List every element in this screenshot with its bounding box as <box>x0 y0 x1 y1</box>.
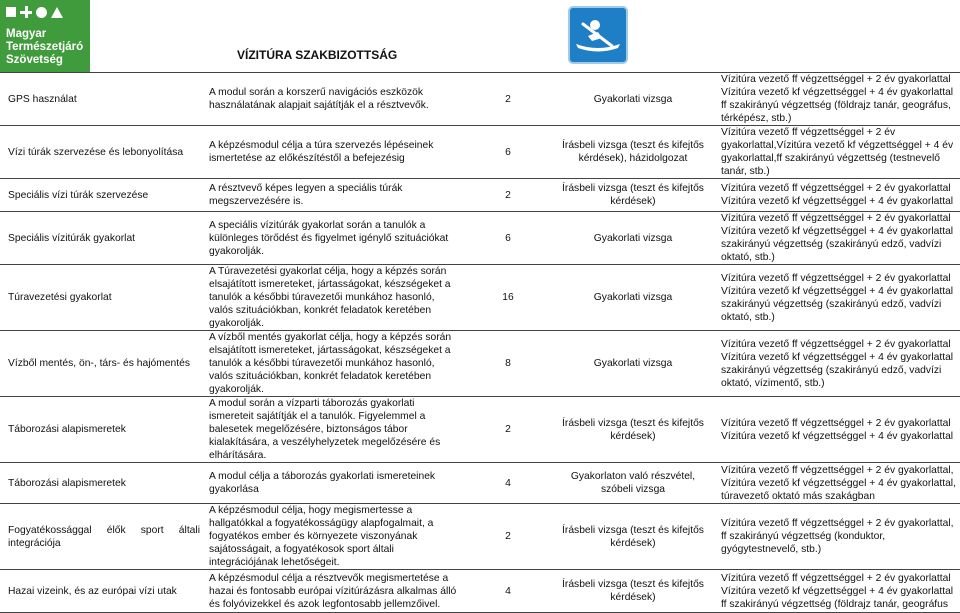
table-row <box>0 331 960 397</box>
document-title: VÍZITÚRA SZAKBIZOTTSÁG <box>237 48 398 62</box>
table-row <box>0 179 960 212</box>
module-hours: 2 <box>505 93 511 105</box>
module-name: Speciális vízi túrák szervezése <box>8 189 149 201</box>
exam-type: Írásbeli vizsga (teszt és kifejtős kérdések) <box>562 183 704 207</box>
instructor-requirements: Vízitúra vezető ff végzettséggel + 2 év gyakorlattal Vízitúra vezető kf végzettséggel + 4 év gyakorlattal szakirányú végzettség (szakirányú edző, vadvízi oktató, stb.) <box>721 272 954 323</box>
exam-type: Gyakorlaton való részvétel, szóbeli vizsga <box>570 471 696 495</box>
module-description: A modul célja a táborozás gyakorlati ismereteinek gyakorlása <box>209 471 436 495</box>
module-hours: 4 <box>505 585 511 597</box>
module-name: Táborozási alapismeretek <box>8 477 126 489</box>
plus-icon <box>20 6 32 18</box>
canoe-icon <box>568 6 628 64</box>
table-row <box>0 212 960 265</box>
module-hours: 4 <box>505 477 511 489</box>
module-name: Vízi túrák szervezése és lebonyolítása <box>8 146 184 158</box>
exam-type: Írásbeli vizsga (teszt és kifejtős kérdések), házidolgozat <box>562 140 704 164</box>
instructor-requirements: Vízitúra vezető ff végzettséggel + 2 év gyakorlattal Vízitúra vezető kf végzettséggel + 4 év gyakorlattal szakirányú végzettség (szakirányú edző, vadvízi oktató, vízimentő, stb.) <box>721 338 954 389</box>
logo-text <box>6 28 83 67</box>
logo-line-2: Természetjáró <box>6 41 84 53</box>
table-row <box>0 463 960 504</box>
module-hours: 6 <box>505 146 511 158</box>
instructor-requirements: Vízitúra vezető ff végzettséggel + 2 év gyakorlattal Vízitúra vezető kf végzettséggel + 4 év gyakorlattal <box>721 417 954 442</box>
instructor-requirements: Vízitúra vezető ff végzettséggel + 2 év gyakorlattal Vízitúra vezető kf végzettséggel + 4 év gyakorlattal ff szakirányú végzettség (földrajz tanár, geográfus, térképész, stb.) <box>721 74 954 124</box>
exam-type: Írásbeli vizsga (teszt és kifejtős kérdések) <box>562 524 704 549</box>
logo-shapes <box>6 6 63 18</box>
instructor-requirements: Vízitúra vezető ff végzettséggel + 2 év gyakorlattal, ff szakirányú végzettség (konduktor, gyógytestnevelő, stb.) <box>721 518 954 555</box>
module-name: Vízből mentés, ön-, társ- és hajómentés <box>8 358 190 369</box>
instructor-requirements: Vízitúra vezető ff végzettséggel + 2 év gyakorlattal Vízitúra vezető kf végzettséggel + 4 év gyakorlattal <box>721 183 954 207</box>
module-hours: 6 <box>505 232 511 244</box>
instructor-requirements: Vízitúra vezető ff végzettséggel + 2 év gyakorlattal Vízitúra vezető kf végzettséggel + 4 év gyakorlattal szakirányú végzettség (szakirányú edző, vadvízi oktató, stb.) <box>721 213 954 263</box>
logo-line-3: Szövetség <box>6 54 63 66</box>
table-row <box>0 397 960 463</box>
module-name: GPS használat <box>8 93 77 105</box>
module-description: A modul során a korszerű navigációs eszközök használatának alapjait sajátítják el a résztvevők. <box>209 87 429 111</box>
module-name: Fogyatékossággal élők sport általi integrációja <box>8 524 200 549</box>
table-row <box>0 73 960 126</box>
module-hours: 2 <box>505 531 511 542</box>
instructor-requirements: Vízitúra vezető ff végzettséggel + 2 év gyakorlattal Vízitúra vezető kf végzettséggel + 4 év gyakorlattal ff szakirányú végzettség (földrajz tanár, geográfus <box>721 572 954 610</box>
table-row <box>0 265 960 331</box>
module-hours: 2 <box>505 189 511 201</box>
module-description: A képzésmodul célja a túra szervezés lépéseinek ismertetése az előkészítéstől a befejezésig <box>209 140 434 164</box>
exam-type: Írásbeli vizsga (teszt és kifejtős kérdések) <box>562 579 704 603</box>
exam-type: Gyakorlati vizsga <box>593 93 673 105</box>
module-hours: 8 <box>505 358 511 369</box>
exam-type: Gyakorlati vizsga <box>593 292 673 303</box>
module-description: A képzésmodul célja a résztvevők megismertetése a hazai és fontosabb európai vízitúrázásra alkalmas álló és folyóvizekkel és azok legfontosabb jellemzőivel. <box>209 572 457 610</box>
module-description: A képzésmodul célja, hogy megismertesse a hallgatókkal a fogyatékosságügy alapfogalmait, a fogyatékos ember és környezete viszonyának sajátosságait, a fogyatékosok sport általi integrációjának lehetőségeit. <box>209 505 434 568</box>
module-description: A modul során a vízparti táborozás gyakorlati ismereteit sajátítják el a tanulók. Figyelemmel a balesetek megelőzésére, biztonságos tábor kialakítására, a veszélyhelyzetek megelőzésére és elhárítására. <box>209 398 441 461</box>
circle-icon <box>36 7 47 18</box>
instructor-requirements: Vízitúra vezető ff végzettséggel + 2 év gyakorlattal,Vízitúra vezető kf végzettséggel + 4 év gyakorlattal,ff szakirányú végzettség (testnevelő tanár, stb.) <box>721 127 954 177</box>
exam-type: Gyakorlati vizsga <box>593 358 673 369</box>
module-hours: 16 <box>502 292 514 303</box>
logo-line-1: Magyar <box>6 28 47 40</box>
square-icon <box>6 7 16 17</box>
instructor-requirements: Vízitúra vezető ff végzettséggel + 2 év gyakorlattal, Vízitúra vezető kf végzettséggel + 4 év gyakorlattal, túravezető oktató más szakágban <box>721 464 956 502</box>
table-row <box>0 504 960 570</box>
module-hours: 2 <box>505 424 511 435</box>
module-table <box>0 72 960 613</box>
module-description: A Túravezetési gyakorlat célja, hogy a képzés során elsajátított ismereteket, jártasságokat, készségeket a tanulók a későbbi túravezetői munkához hasonló, valós szituációkban, konkrét feladatok keretében gyakorolják. <box>209 266 451 329</box>
module-description: A résztvevő képes legyen a speciális túrák megszervezésére is. <box>209 183 403 207</box>
module-name: Speciális vízitúrák gyakorlat <box>8 232 136 244</box>
exam-type: Gyakorlati vizsga <box>593 232 673 244</box>
exam-type: Írásbeli vizsga (teszt és kifejtős kérdések) <box>562 417 704 442</box>
triangle-icon <box>51 7 63 18</box>
module-name: Hazai vizeink, és az európai vízi utak <box>8 585 177 597</box>
mtsz-logo <box>0 0 90 72</box>
module-description: A speciális vízitúrák gyakorlat során a tanulók a különleges törődést és figyelmet igénylő szituációkat gyakorolják. <box>209 219 449 257</box>
module-name: Túravezetési gyakorlat <box>8 292 112 303</box>
table-row <box>0 570 960 613</box>
module-description: A vízből mentés gyakorlat célja, hogy a képzés során elsajátított ismereteket, jártasságokat, készségeket a tanulók a későbbi túravezetői munkához hasonló, valós szituációkban, konkrét feladatok keretében gyakorolják. <box>209 332 452 395</box>
table-row <box>0 126 960 179</box>
module-name: Táborozási alapismeretek <box>8 424 126 435</box>
